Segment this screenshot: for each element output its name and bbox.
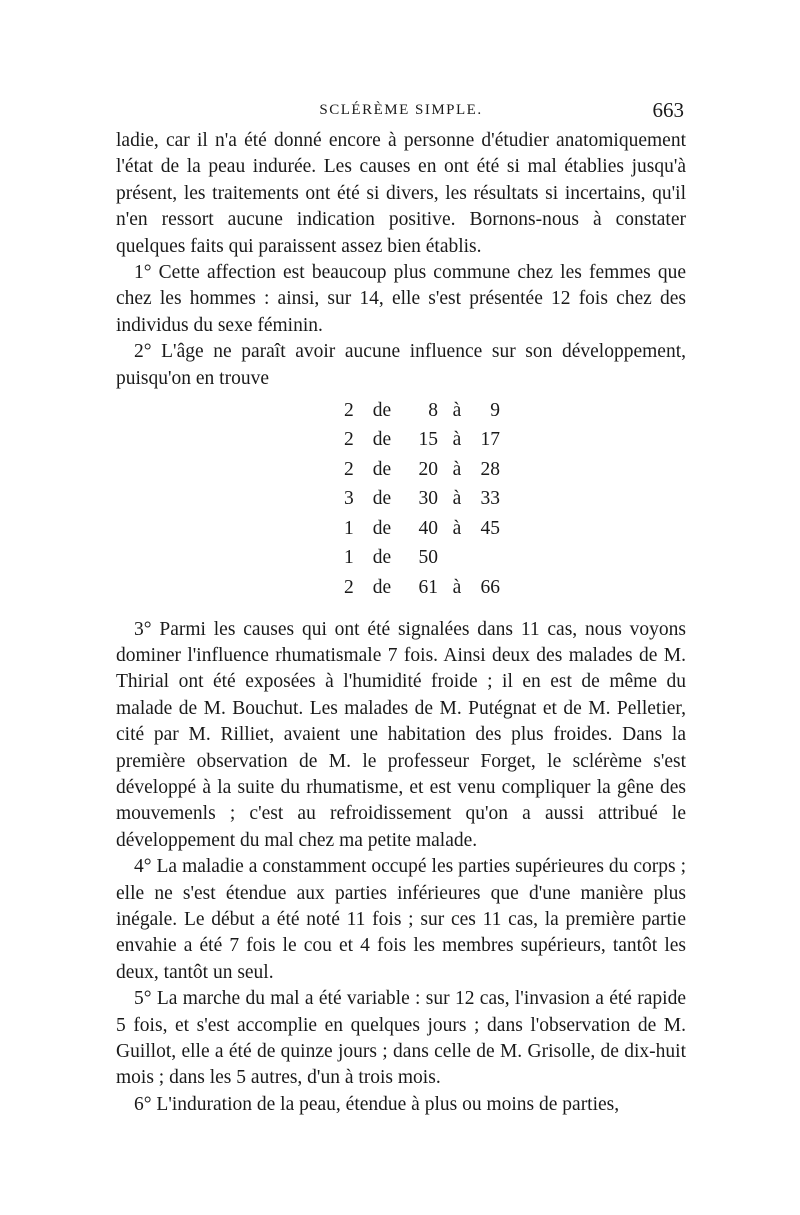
age-from: 50 <box>418 547 438 569</box>
age-from: 8 <box>428 399 438 421</box>
age-to: 28 <box>480 458 500 480</box>
paragraph-point-2: 2° L'âge ne paraît avoir aucune influence sur son développement, puisqu'on en trouve <box>116 341 686 389</box>
a-label: à <box>452 458 462 480</box>
de-label: de <box>372 547 392 569</box>
age-to <box>476 544 500 574</box>
paragraph-point-4: 4° La maladie a constamment occupé les parties supérieures du corps ; elle ne s'est étendue aux parties inférieures que d'une manière plus inégale. Le début a été noté 11 fois ; sur ces 11 cas, la première partie envahie a été 7 fois le cou et 4 fois les membres supérieurs, tantôt les deux, tantôt un seul. <box>116 856 686 983</box>
age-to: 33 <box>480 488 500 510</box>
age-table-row <box>344 426 500 456</box>
page-header <box>118 98 684 124</box>
age-count: 2 <box>344 576 354 598</box>
age-from: 40 <box>418 517 438 539</box>
age-count: 2 <box>344 399 354 421</box>
a-label: à <box>452 517 462 539</box>
age-table-row <box>344 485 500 515</box>
age-from: 15 <box>418 429 438 451</box>
age-to: 45 <box>480 517 500 539</box>
de-label: de <box>372 429 392 451</box>
age-from: 61 <box>418 576 438 598</box>
a-label: à <box>452 576 462 598</box>
age-table-row <box>344 396 500 426</box>
age-distribution-table <box>344 396 500 603</box>
a-label: à <box>452 399 462 421</box>
paragraph-point-5: 5° La marche du mal a été variable : sur 12 cas, l'invasion a été rapide 5 fois, et s'est accomplie en quelques jours ; dans l'observation de M. Guillot, elle a été de quinze jours ; dans celle de M. Grisolle, de dix-huit mois ; dans les 5 autres, d'un à trois mois. <box>116 988 686 1089</box>
age-count: 1 <box>344 517 354 539</box>
de-label: de <box>372 399 392 421</box>
age-count: 3 <box>344 488 354 510</box>
de-label: de <box>372 458 392 480</box>
age-count: 2 <box>344 429 354 451</box>
age-table-row <box>344 544 500 574</box>
age-table-row <box>344 455 500 485</box>
de-label: de <box>372 517 392 539</box>
age-to: 66 <box>480 576 500 598</box>
age-count: 2 <box>344 458 354 480</box>
age-to: 9 <box>490 399 500 421</box>
page-number: 663 <box>652 98 684 122</box>
paragraph-point-6: 6° L'induration de la peau, étendue à plus ou moins de parties, <box>134 1093 620 1115</box>
age-to: 17 <box>480 429 500 451</box>
running-title: SCLÉRÈME SIMPLE. <box>319 102 483 118</box>
age-from: 20 <box>418 458 438 480</box>
de-label: de <box>372 488 392 510</box>
body-text <box>116 128 686 1118</box>
age-from: 30 <box>418 488 438 510</box>
paragraph-continuation: ladie, car il n'a été donné encore à personne d'étudier anatomiquement l'état de la peau indurée. Les causes en ont été si mal établies jusqu'à présent, les traitements ont été si divers, les résultats si incertains, qu'il n'en ressort aucune indication positive. Bornons-nous à constater quelques faits qui paraissent assez bien établis. <box>116 130 686 257</box>
age-table-row <box>344 514 500 544</box>
age-table-row <box>344 573 500 603</box>
age-count: 1 <box>344 547 354 569</box>
a-label: à <box>452 429 462 451</box>
paragraph-point-3: 3° Parmi les causes qui ont été signalées dans 11 cas, nous voyons dominer l'influence rhumatismale 7 fois. Ainsi deux des malades de M. Thirial ont été exposées à l'humidité froide ; il en est de même du malade de M. Bouchut. Les malades de M. Putégnat et de M. Pelletier, cité par M. Rilliet, avaient une habitation des plus froides. Dans la première observation de M. le professeur Forget, le sclérème s'est développé à la suite du rhumatisme, et est venu compliquer la gêne des mouvemenls ; c'est au refroidissement qu'on a aussi attribué le développement du mal chez ma petite malade. <box>116 618 686 851</box>
paragraph-point-1: 1° Cette affection est beaucoup plus commune chez les femmes que chez les hommes : ainsi, sur 14, elle s'est présentée 12 fois chez des individus du sexe féminin. <box>116 262 686 336</box>
a-label: à <box>452 488 462 510</box>
a-label <box>438 544 476 574</box>
de-label: de <box>372 576 392 598</box>
